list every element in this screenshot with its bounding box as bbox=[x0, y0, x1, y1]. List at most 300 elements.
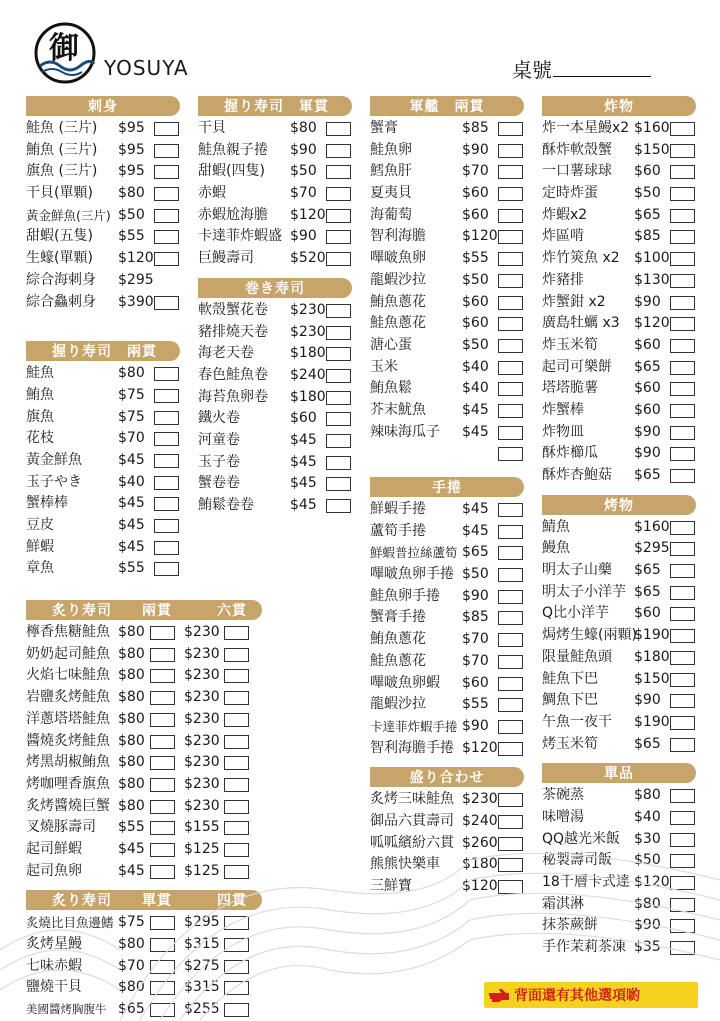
order-checkbox[interactable] bbox=[326, 230, 351, 244]
menu-item bbox=[26, 226, 198, 248]
menu-item-name: 鮮蝦普拉絲蘆筍 bbox=[370, 545, 458, 561]
order-checkbox[interactable] bbox=[154, 144, 179, 158]
order-checkbox-set[interactable] bbox=[224, 735, 249, 749]
order-checkbox-set[interactable] bbox=[224, 778, 249, 792]
menu-item-name: 炸蟹棒 bbox=[542, 401, 584, 418]
menu-item-name: 鮭魚蔥花 bbox=[370, 315, 426, 332]
brand-name: YOSUYA bbox=[104, 56, 189, 80]
order-checkbox[interactable] bbox=[150, 821, 175, 835]
menu-item-name: 炸玉米筍 bbox=[542, 336, 598, 353]
menu-item-name: 赤蝦 bbox=[198, 185, 226, 202]
order-checkbox-set[interactable] bbox=[224, 821, 249, 835]
menu-item-price-set: $230 bbox=[184, 797, 220, 814]
order-checkbox[interactable] bbox=[498, 230, 523, 244]
menu-item-name: 蟹卷卷 bbox=[198, 475, 240, 492]
menu-item-price: $55 bbox=[118, 228, 145, 245]
menu-item-name: 廣島牡蠣 x3 bbox=[542, 315, 620, 332]
order-checkbox[interactable] bbox=[150, 735, 175, 749]
menu-item-price: $60 bbox=[462, 315, 489, 332]
menu-item-price: $60 bbox=[462, 206, 489, 223]
menu-item bbox=[542, 183, 714, 205]
menu-item-price: $90 bbox=[462, 587, 489, 604]
menu-item bbox=[370, 183, 542, 205]
menu-item-price: $120 bbox=[462, 739, 498, 756]
menu-item bbox=[542, 560, 714, 582]
order-checkbox[interactable] bbox=[498, 611, 523, 625]
menu-item-name: 卡達菲炸蝦盛 bbox=[198, 228, 282, 245]
menu-item-price: $180 bbox=[290, 388, 326, 405]
menu-column-3 bbox=[370, 96, 542, 898]
menu-item bbox=[542, 690, 714, 712]
order-checkbox[interactable] bbox=[670, 586, 695, 600]
menu-item-price: $65 bbox=[634, 583, 661, 600]
order-checkbox[interactable] bbox=[326, 434, 351, 448]
menu-item-price: $80 bbox=[118, 645, 145, 662]
menu-item-price: $70 bbox=[118, 430, 145, 447]
menu-item-name: 蟹膏手捲 bbox=[370, 609, 426, 626]
menu-item-name: 章魚 bbox=[26, 560, 54, 577]
menu-item-price: $95 bbox=[118, 141, 145, 158]
section-sashimi bbox=[26, 96, 198, 313]
order-checkbox[interactable] bbox=[670, 521, 695, 535]
order-checkbox[interactable] bbox=[670, 317, 695, 331]
order-checkbox-set[interactable] bbox=[224, 981, 249, 995]
section-title-text: 刺身 bbox=[88, 99, 118, 115]
order-checkbox[interactable] bbox=[498, 880, 523, 894]
menu-item-name: 鐵火卷 bbox=[198, 410, 240, 427]
order-checkbox[interactable] bbox=[150, 800, 175, 814]
menu-item-price: $120 bbox=[634, 315, 670, 332]
order-checkbox[interactable] bbox=[154, 519, 179, 533]
order-checkbox[interactable] bbox=[154, 209, 179, 223]
order-checkbox-set[interactable] bbox=[224, 1003, 249, 1017]
order-checkbox[interactable] bbox=[498, 590, 523, 604]
menu-item-price: $80 bbox=[118, 624, 145, 641]
order-checkbox-set[interactable] bbox=[224, 669, 249, 683]
order-checkbox[interactable] bbox=[498, 317, 523, 331]
section-title-text: 單品 bbox=[604, 766, 634, 783]
menu-item-price: $45 bbox=[290, 475, 317, 492]
menu-item-name: 鯛魚下巴 bbox=[542, 692, 598, 709]
menu-item bbox=[542, 118, 714, 140]
menu-item-price: $85 bbox=[462, 609, 489, 626]
order-checkbox[interactable] bbox=[498, 815, 523, 829]
order-checkbox[interactable] bbox=[150, 981, 175, 995]
order-checkbox[interactable] bbox=[326, 304, 351, 318]
order-checkbox[interactable] bbox=[670, 447, 695, 461]
order-checkbox[interactable] bbox=[670, 382, 695, 396]
order-checkbox[interactable] bbox=[326, 209, 351, 223]
order-checkbox[interactable] bbox=[498, 404, 523, 418]
menu-item bbox=[542, 807, 714, 829]
menu-item-name: 黃金鮮魚 bbox=[26, 451, 82, 468]
menu-item bbox=[370, 738, 542, 760]
menu-item bbox=[370, 651, 542, 673]
menu-item-name: 河童卷 bbox=[198, 431, 240, 448]
menu-item bbox=[542, 785, 714, 807]
order-checkbox[interactable] bbox=[326, 187, 351, 201]
section-title bbox=[370, 96, 524, 116]
menu-item-name: 嗶啵魚卵蝦 bbox=[370, 674, 440, 691]
order-checkbox[interactable] bbox=[498, 209, 523, 223]
menu-item bbox=[370, 292, 542, 314]
section-title-text: 巻き寿司 bbox=[245, 280, 305, 297]
order-checkbox[interactable] bbox=[154, 389, 179, 403]
menu-item-name: 鮪魚蔥花 bbox=[370, 631, 426, 648]
order-checkbox[interactable] bbox=[326, 122, 351, 136]
pointing-hand-icon bbox=[484, 982, 514, 1008]
section-title-text: 炸物 bbox=[604, 99, 634, 115]
menu-item bbox=[26, 161, 198, 183]
menu-item-price: $45 bbox=[118, 517, 145, 533]
menu-item bbox=[370, 499, 542, 521]
section-title-text: 炙り寿司 兩貫 六貫 bbox=[52, 603, 247, 620]
menu-item-price: $60 bbox=[634, 336, 661, 353]
menu-item-price: $120 bbox=[634, 874, 670, 890]
menu-item-price: $45 bbox=[462, 522, 489, 539]
order-checkbox[interactable] bbox=[670, 187, 695, 201]
menu-item-price: $120 bbox=[290, 206, 326, 223]
order-checkbox[interactable] bbox=[498, 187, 523, 201]
order-checkbox-set[interactable] bbox=[224, 960, 249, 974]
order-checkbox[interactable] bbox=[150, 626, 175, 640]
order-checkbox[interactable] bbox=[326, 477, 351, 491]
menu-item-price: $80 bbox=[118, 689, 145, 706]
menu-item bbox=[542, 517, 714, 539]
menu-item-name: 甜蝦(四隻) bbox=[198, 163, 265, 180]
menu-item-price: $90 bbox=[634, 445, 661, 462]
menu-item-price: $160 bbox=[634, 120, 670, 136]
menu-item-name: 干貝 bbox=[198, 120, 226, 136]
section-moriawase bbox=[370, 767, 542, 897]
menu-item-price-set: $230 bbox=[184, 732, 220, 749]
menu-item-price: $45 bbox=[462, 401, 489, 418]
menu-item-price-set: $295 bbox=[184, 914, 220, 931]
section-title bbox=[26, 890, 262, 910]
order-checkbox[interactable] bbox=[326, 347, 351, 361]
order-checkbox[interactable] bbox=[498, 165, 523, 179]
order-checkbox-set[interactable] bbox=[224, 938, 249, 952]
menu-item bbox=[26, 999, 220, 1021]
menu-item-name: 炸物皿 bbox=[542, 423, 584, 440]
menu-item-price: $80 bbox=[290, 120, 317, 136]
order-checkbox-set[interactable] bbox=[224, 800, 249, 814]
table-number-field[interactable] bbox=[553, 76, 651, 77]
menu-item-name: 午魚一夜干 bbox=[542, 713, 612, 730]
section-temaki bbox=[370, 477, 542, 759]
menu-item-name: 溏心蛋 bbox=[370, 336, 412, 353]
menu-item-name: 一口薯球球 bbox=[542, 163, 612, 180]
menu-item-price: $50 bbox=[634, 185, 661, 202]
menu-item bbox=[198, 452, 370, 474]
menu-item bbox=[542, 140, 714, 162]
menu-item-name: 炸蟹鉗 x2 bbox=[542, 293, 606, 310]
order-checkbox[interactable] bbox=[498, 144, 523, 158]
menu-item-name: 炙燒比目魚邊鰭 bbox=[26, 915, 114, 931]
order-checkbox[interactable] bbox=[154, 122, 179, 136]
menu-item bbox=[542, 400, 714, 422]
menu-item-price-set: $230 bbox=[184, 667, 220, 684]
order-checkbox[interactable] bbox=[326, 252, 351, 266]
menu-item bbox=[26, 472, 198, 494]
menu-item bbox=[26, 270, 198, 292]
menu-item bbox=[198, 161, 370, 183]
menu-item-name: 夏夷貝 bbox=[370, 185, 412, 202]
order-checkbox-set[interactable] bbox=[224, 648, 249, 662]
order-checkbox[interactable] bbox=[154, 230, 179, 244]
menu-item-price: $65 bbox=[634, 467, 661, 483]
order-checkbox[interactable] bbox=[326, 499, 351, 513]
order-checkbox[interactable] bbox=[670, 651, 695, 665]
order-checkbox[interactable] bbox=[154, 252, 179, 266]
order-checkbox[interactable] bbox=[670, 339, 695, 353]
order-checkbox[interactable] bbox=[154, 541, 179, 555]
menu-item-name: 豬排燒天卷 bbox=[198, 323, 268, 340]
menu-item-name: 嗶啵魚卵 bbox=[370, 250, 426, 267]
order-checkbox[interactable] bbox=[150, 669, 175, 683]
menu-item bbox=[370, 607, 542, 629]
order-checkbox[interactable] bbox=[670, 738, 695, 752]
order-checkbox[interactable] bbox=[498, 361, 523, 375]
order-checkbox[interactable] bbox=[670, 230, 695, 244]
menu-item-price: $70 bbox=[462, 652, 489, 669]
menu-item-price: $60 bbox=[634, 401, 661, 418]
menu-item-price: $45 bbox=[290, 453, 317, 470]
order-checkbox[interactable] bbox=[154, 432, 179, 446]
order-checkbox[interactable] bbox=[670, 469, 695, 483]
menu-item-price: $100 bbox=[634, 250, 670, 267]
order-checkbox[interactable] bbox=[150, 756, 175, 770]
order-checkbox[interactable] bbox=[670, 542, 695, 556]
menu-item-price: $70 bbox=[118, 957, 145, 974]
menu-column-2 bbox=[198, 96, 370, 517]
menu-item-price: $230 bbox=[290, 323, 326, 340]
menu-item-price: $55 bbox=[462, 696, 489, 713]
order-checkbox[interactable] bbox=[154, 562, 179, 576]
order-checkbox[interactable] bbox=[670, 274, 695, 288]
order-checkbox[interactable] bbox=[326, 369, 351, 383]
menu-item-name: 烤玉米筍 bbox=[542, 735, 598, 752]
order-checkbox[interactable] bbox=[326, 165, 351, 179]
menu-item-price: $45 bbox=[118, 495, 145, 512]
order-checkbox[interactable] bbox=[670, 209, 695, 223]
menu-item bbox=[542, 292, 714, 314]
order-checkbox[interactable] bbox=[670, 252, 695, 266]
order-checkbox[interactable] bbox=[498, 447, 523, 461]
order-checkbox[interactable] bbox=[670, 564, 695, 578]
order-checkbox[interactable] bbox=[150, 960, 175, 974]
menu-item-name: 起司可樂餅 bbox=[542, 358, 612, 375]
order-checkbox[interactable] bbox=[498, 252, 523, 266]
menu-item bbox=[26, 752, 220, 774]
order-checkbox[interactable] bbox=[670, 426, 695, 440]
menu-item-price: $45 bbox=[290, 431, 317, 448]
order-checkbox[interactable] bbox=[498, 720, 523, 734]
order-checkbox[interactable] bbox=[150, 916, 175, 930]
menu-item bbox=[198, 248, 370, 270]
menu-item-name: 鱈魚肝 bbox=[370, 163, 412, 180]
menu-item bbox=[542, 850, 714, 872]
order-checkbox[interactable] bbox=[670, 165, 695, 179]
menu-item-name: 卡達菲炸蝦手捲 bbox=[370, 718, 458, 734]
menu-item bbox=[26, 796, 220, 818]
order-checkbox[interactable] bbox=[150, 938, 175, 952]
order-checkbox-set[interactable] bbox=[224, 843, 249, 857]
menu-item bbox=[26, 493, 198, 515]
order-checkbox[interactable] bbox=[154, 411, 179, 425]
order-checkbox[interactable] bbox=[670, 854, 695, 868]
back-page-notice-text: 背面還有其他選項喲 bbox=[514, 988, 640, 1004]
menu-item-name: 玉子やき bbox=[26, 473, 82, 490]
order-checkbox[interactable] bbox=[498, 274, 523, 288]
menu-item bbox=[542, 313, 714, 335]
order-checkbox[interactable] bbox=[670, 404, 695, 418]
menu-item-price: $35 bbox=[634, 939, 661, 956]
order-checkbox[interactable] bbox=[498, 568, 523, 582]
order-checkbox[interactable] bbox=[670, 296, 695, 310]
menu-item bbox=[198, 430, 370, 452]
order-checkbox[interactable] bbox=[498, 339, 523, 353]
order-checkbox[interactable] bbox=[670, 919, 695, 933]
menu-item bbox=[370, 205, 542, 227]
order-checkbox[interactable] bbox=[498, 426, 523, 440]
order-checkbox[interactable] bbox=[670, 122, 695, 136]
menu-item-price: $60 bbox=[634, 605, 661, 622]
order-checkbox[interactable] bbox=[670, 789, 695, 803]
order-checkbox[interactable] bbox=[498, 698, 523, 712]
menu-item-price: $50 bbox=[290, 163, 317, 180]
menu-item-name: 茶碗蒸 bbox=[542, 787, 584, 804]
order-checkbox[interactable] bbox=[498, 858, 523, 872]
menu-item-price: $80 bbox=[118, 979, 145, 996]
menu-item-name: 旗魚 (三片) bbox=[26, 163, 98, 180]
order-checkbox-set[interactable] bbox=[224, 865, 249, 879]
section-title bbox=[198, 96, 352, 116]
menu-item bbox=[370, 564, 542, 586]
order-checkbox[interactable] bbox=[150, 843, 175, 857]
menu-item bbox=[542, 270, 714, 292]
order-checkbox[interactable] bbox=[498, 793, 523, 807]
menu-item bbox=[370, 335, 542, 357]
menu-item bbox=[26, 731, 220, 753]
order-checkbox[interactable] bbox=[670, 673, 695, 687]
order-checkbox[interactable] bbox=[670, 876, 695, 890]
menu-item-name: 鮪魚 bbox=[26, 386, 54, 403]
order-checkbox-set[interactable] bbox=[224, 626, 249, 640]
menu-item bbox=[26, 537, 198, 559]
order-checkbox[interactable] bbox=[150, 713, 175, 727]
order-checkbox[interactable] bbox=[670, 716, 695, 730]
menu-item-price: $240 bbox=[290, 366, 326, 383]
order-checkbox[interactable] bbox=[498, 677, 523, 691]
order-checkbox[interactable] bbox=[498, 742, 523, 756]
menu-item bbox=[542, 538, 714, 560]
menu-item-price: $60 bbox=[462, 185, 489, 202]
order-checkbox[interactable] bbox=[154, 497, 179, 511]
menu-item bbox=[542, 335, 714, 357]
order-checkbox[interactable] bbox=[498, 525, 523, 539]
menu-item bbox=[26, 558, 198, 580]
order-checkbox[interactable] bbox=[326, 144, 351, 158]
order-checkbox[interactable] bbox=[498, 837, 523, 851]
order-checkbox[interactable] bbox=[670, 898, 695, 912]
order-checkbox[interactable] bbox=[498, 633, 523, 647]
order-checkbox[interactable] bbox=[670, 361, 695, 375]
order-checkbox[interactable] bbox=[154, 296, 179, 310]
order-checkbox[interactable] bbox=[150, 691, 175, 705]
order-checkbox[interactable] bbox=[670, 941, 695, 955]
order-checkbox[interactable] bbox=[150, 865, 175, 879]
menu-item-name: 智利海膽手捲 bbox=[370, 739, 454, 756]
order-checkbox[interactable] bbox=[326, 412, 351, 426]
menu-item-name: 軟殼蟹花卷 bbox=[198, 301, 268, 318]
section-title-text: 手捲 bbox=[432, 480, 462, 496]
order-checkbox[interactable] bbox=[670, 144, 695, 158]
menu-item bbox=[542, 915, 714, 937]
order-checkbox-set[interactable] bbox=[224, 756, 249, 770]
menu-item-price: $240 bbox=[462, 812, 498, 829]
order-checkbox[interactable] bbox=[670, 607, 695, 621]
order-checkbox[interactable] bbox=[670, 811, 695, 825]
order-checkbox[interactable] bbox=[498, 655, 523, 669]
order-checkbox[interactable] bbox=[498, 546, 523, 560]
order-checkbox-set[interactable] bbox=[224, 691, 249, 705]
order-checkbox-set[interactable] bbox=[224, 713, 249, 727]
menu-item-price: $65 bbox=[462, 544, 489, 561]
svg-text:御: 御 bbox=[49, 31, 79, 66]
menu-item-price: $50 bbox=[462, 271, 489, 288]
menu-item-price: $85 bbox=[634, 228, 661, 245]
order-checkbox[interactable] bbox=[670, 833, 695, 847]
order-checkbox[interactable] bbox=[150, 778, 175, 792]
order-checkbox[interactable] bbox=[150, 648, 175, 662]
menu-item-price: $45 bbox=[290, 497, 317, 513]
menu-item-price-set: $155 bbox=[184, 819, 220, 836]
menu-item-price: $60 bbox=[634, 380, 661, 397]
order-checkbox[interactable] bbox=[326, 326, 351, 340]
order-checkbox[interactable] bbox=[154, 367, 179, 381]
order-checkbox[interactable] bbox=[498, 296, 523, 310]
menu-item bbox=[198, 205, 370, 227]
menu-item-name: 叉燒豚壽司 bbox=[26, 819, 96, 836]
menu-item bbox=[542, 357, 714, 379]
order-checkbox[interactable] bbox=[154, 476, 179, 490]
order-checkbox[interactable] bbox=[326, 456, 351, 470]
order-checkbox[interactable] bbox=[498, 503, 523, 517]
section-title bbox=[542, 763, 696, 783]
order-checkbox[interactable] bbox=[498, 382, 523, 396]
order-checkbox[interactable] bbox=[154, 187, 179, 201]
menu-item-name: 海老天卷 bbox=[198, 345, 254, 362]
menu-item bbox=[542, 378, 714, 400]
order-checkbox[interactable] bbox=[498, 122, 523, 136]
menu-item-price-set: $230 bbox=[184, 775, 220, 792]
menu-item bbox=[370, 140, 542, 162]
order-checkbox[interactable] bbox=[154, 165, 179, 179]
order-checkbox[interactable] bbox=[670, 694, 695, 708]
order-checkbox[interactable] bbox=[150, 1003, 175, 1017]
order-checkbox-set[interactable] bbox=[224, 916, 249, 930]
order-checkbox[interactable] bbox=[670, 629, 695, 643]
order-checkbox[interactable] bbox=[326, 391, 351, 405]
order-checkbox[interactable] bbox=[154, 454, 179, 468]
section-title bbox=[198, 278, 352, 298]
menu-item bbox=[26, 407, 198, 429]
menu-item-price: $520 bbox=[290, 250, 326, 267]
menu-item-name: QQ越光米飯 bbox=[542, 830, 621, 847]
section-title-text: 握り寿司 兩貫 bbox=[52, 344, 157, 361]
section-title bbox=[370, 477, 524, 497]
